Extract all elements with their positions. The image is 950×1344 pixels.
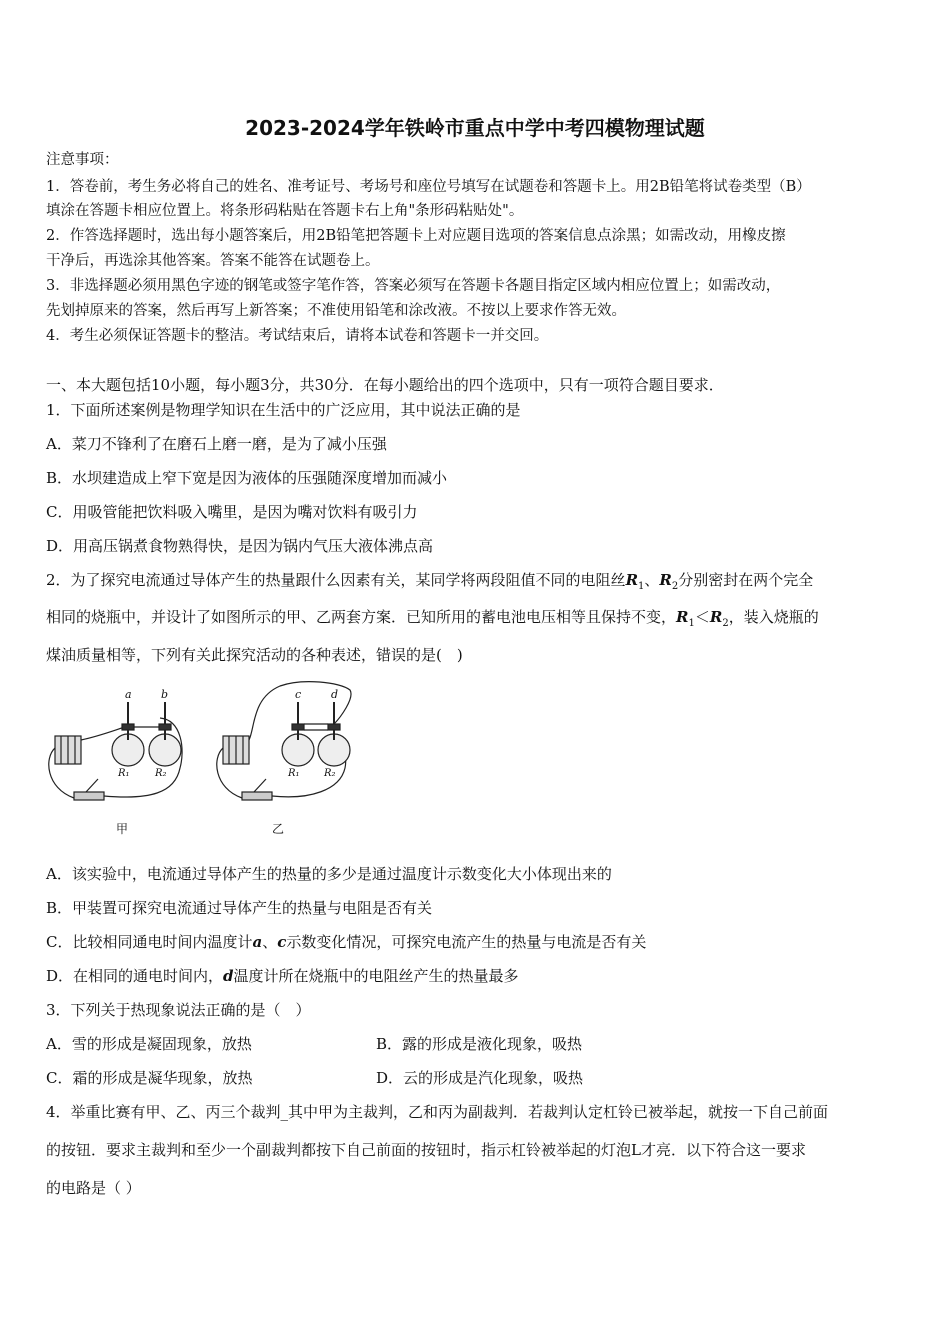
page-title: 2023-2024学年铁岭市重点中学中考四模物理试题 (245, 116, 705, 140)
section-heading: 一、本大题包括10小题，每小题3分，共30分．在每小题给出的四个选项中，只有一项符合题目要求． (46, 376, 724, 394)
q3-option-d: D．云的形成是汽化现象，吸热 (376, 1069, 584, 1087)
r2-symbol: R (659, 571, 672, 589)
q4-stem-line: 的按钮．要求主裁判和至少一个副裁判都按下自己前面的按钮时，指示杠铃被举起的灯泡L才亮．以下符合这一要求 (46, 1141, 806, 1159)
q2-option-a: A．该实验中，电流通过导体产生的热量的多少是通过温度计示数变化大小体现出来的 (46, 865, 612, 883)
switch-icon (242, 792, 272, 800)
figure-caption-jia: 甲 (116, 822, 129, 836)
q2-option-c: C．比较相同通电时间内温度计a、c示数变化情况，可探究电流产生的热量与电流是否有关 (46, 933, 647, 951)
q1-option-d: D．用高压锅煮食物熟得快，是因为锅内气压大液体沸点高 (46, 537, 434, 555)
thermometer-label-b: b (161, 688, 169, 701)
thermometer-label-d: d (331, 688, 339, 701)
q1-stem: 1．下面所述案例是物理学知识在生活中的广泛应用，其中说法正确的是 (46, 401, 521, 419)
notice-line: 3．非选择题必须用黑色字迹的钢笔或签字笔作答，答案必须写在答题卡各题目指定区域内相应位置上；如需改动， (46, 278, 781, 294)
figure-caption-yi: 乙 (272, 822, 285, 836)
notice-line: 先划掉原来的答案，然后再写上新答案；不准使用铅笔和涂改液。不按以上要求作答无效。 (46, 303, 626, 319)
q4-stem-line: 的电路是（ ） (46, 1179, 141, 1197)
notice-line: 1．答卷前，考生务必将自己的姓名、准考证号、考场号和座位号填写在试题卷和答题卡上。用2B铅笔将试卷类型（B） (46, 179, 811, 195)
resistor-label: R₁ (118, 768, 130, 779)
notice-heading: 注意事项： (46, 152, 119, 168)
q4-stem-line: 4．举重比赛有甲、乙、丙三个裁判_其中甲为主裁判，乙和丙为副裁判．若裁判认定杠铃已被举起，就按一下自己前面 (46, 1103, 829, 1121)
resistor-label: R₂ (155, 768, 167, 779)
q3-option-c: C．霜的形成是凝华现象，放热 (46, 1069, 253, 1087)
q1-option-a: A．菜刀不锋利了在磨石上磨一磨，是为了减小压强 (46, 435, 387, 453)
thermometer-label-a: a (125, 688, 132, 701)
q2-stem-line3: 煤油质量相等，下列有关此探究活动的各种表述，错误的是( ) (46, 646, 463, 664)
notice-line: 4．考生必须保证答题卡的整洁。考试结束后，请将本试卷和答题卡一并交回。 (46, 328, 549, 344)
resistor-label: R₁ (288, 768, 300, 779)
q1-option-b: B．水坝建造成上窄下宽是因为液体的压强随深度增加而减小 (46, 469, 448, 487)
circuit-figure (40, 678, 360, 843)
circuit-jia (49, 702, 182, 800)
r1-symbol: R (625, 571, 639, 589)
q3-option-a: A．雪的形成是凝固现象，放热 (46, 1035, 252, 1053)
q2-option-b: B．甲装置可探究电流通过导体产生的热量与电阻是否有关 (46, 899, 433, 917)
q1-option-c: C．用吸管能把饮料吸入嘴里，是因为嘴对饮料有吸引力 (46, 503, 418, 521)
q2-stem-line1: 2．为了探究电流通过导体产生的热量跟什么因素有关，某同学将两段阻值不同的电阻丝$R_1$、$R_2$分别密封在两个完全 (46, 571, 814, 592)
thermometer-label-c: c (295, 688, 302, 701)
notice-line: 填涂在答题卡相应位置上。将条形码粘贴在答题卡右上角"条形码粘贴处"。 (46, 203, 524, 219)
q3-stem: 3．下列关于热现象说法正确的是（ ） (46, 1001, 311, 1019)
q2-option-d: D．在相同的通电时间内，d温度计所在烧瓶中的电阻丝产生的热量最多 (46, 967, 519, 985)
notice-line: 2．作答选择题时，选出每小题答案后，用2B铅笔把答题卡上对应题目选项的答案信息点涂黑；如需改动，用橡皮擦 (46, 228, 786, 244)
notice-line: 干净后，再选涂其他答案。答案不能答在试题卷上。 (46, 253, 380, 269)
q3-option-b: B．露的形成是液化现象，吸热 (376, 1035, 583, 1053)
resistor-label: R₂ (324, 768, 336, 779)
q2-stem-line2: 相同的烧瓶中，并设计了如图所示的甲、乙两套方案．已知所用的蓄电池电压相等且保持不变，$R_1<R_2$，装入烧瓶的 (46, 608, 819, 629)
switch-icon (74, 792, 104, 800)
